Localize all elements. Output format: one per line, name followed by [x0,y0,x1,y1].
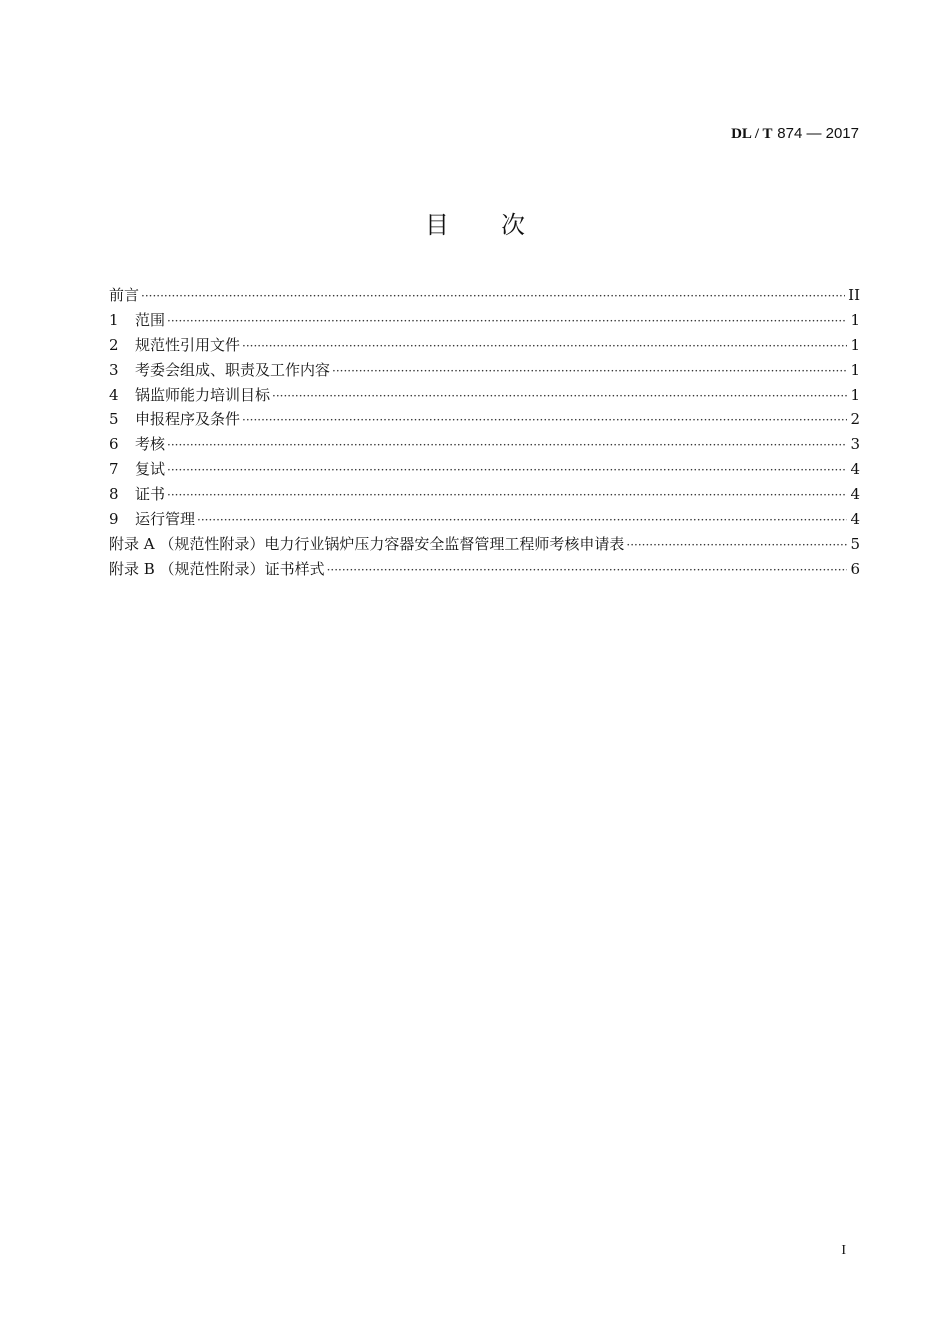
toc-entry-2[interactable] [109,333,860,358]
toc-entry-number: 4 [109,385,119,404]
toc-entry-page: 1 [850,360,860,379]
toc-entry-page: 5 [850,534,860,553]
toc-entry-5[interactable] [109,407,860,432]
toc-entry-number: 7 [109,460,119,479]
toc-leader [141,284,845,309]
toc-entry-4[interactable] [109,383,860,408]
toc-entry-title: 证书样式 [264,559,325,578]
toc-leader [626,533,847,558]
toc-appendix-prefix: 附录 A （规范性附录） [109,534,265,553]
toc-entry-page: 1 [850,310,860,329]
toc-entry-title: 证书 [135,485,166,504]
table-of-contents [109,283,860,582]
standard-number: 874 — 2017 [777,125,859,142]
toc-entry-page: 4 [850,510,860,529]
standard-prefix: DL / T [731,126,773,142]
toc-entry-title: 规范性引用文件 [135,335,241,354]
toc-entry-page: 6 [850,559,860,578]
toc-leader [332,359,847,384]
toc-entry-page: 1 [850,385,860,404]
toc-entry-title: 复试 [135,460,166,479]
toc-entry-page: 1 [850,335,860,354]
toc-entry-number: 2 [109,335,119,354]
toc-entry-appendix-b[interactable] [109,557,860,582]
toc-leader [167,458,847,483]
toc-entry-page: 2 [850,410,860,429]
toc-entry-foreword[interactable] [109,283,860,308]
toc-entry-6[interactable] [109,432,860,457]
toc-leader [272,384,847,409]
toc-entry-1[interactable] [109,308,860,333]
toc-entry-9[interactable] [109,507,860,532]
toc-entry-number: 1 [109,310,119,329]
toc-entry-title: 运行管理 [135,510,196,529]
toc-leader [327,558,848,583]
toc-leader [242,334,847,359]
toc-leader [167,309,847,334]
toc-leader [242,408,847,433]
toc-entry-page: 4 [850,460,860,479]
toc-entry-appendix-a[interactable] [109,532,860,557]
toc-entry-number: 9 [109,510,119,529]
toc-entry-title: 申报程序及条件 [135,410,241,429]
toc-entry-title: 范围 [135,310,166,329]
toc-entry-8[interactable] [109,482,860,507]
toc-entry-number: 5 [109,410,119,429]
page-number: I [841,1243,846,1258]
toc-entry-title: 考委会组成、职责及工作内容 [135,360,331,379]
toc-leader [167,483,847,508]
toc-leader [197,508,847,533]
title-char-1: 目 [425,211,449,239]
toc-entry-number: 6 [109,435,119,454]
title-char-2: 次 [501,211,525,239]
standard-code [731,124,859,143]
toc-entry-title: 考核 [135,435,166,454]
toc-entry-3[interactable] [109,358,860,383]
toc-entry-title: 前言 [109,286,140,304]
toc-entry-title: 电力行业锅炉压力容器安全监督管理工程师考核申请表 [264,534,625,553]
toc-leader [167,433,847,458]
toc-entry-page: 4 [850,485,860,504]
toc-entry-number: 3 [109,360,119,379]
toc-entry-page: 3 [850,435,860,454]
page-title [0,205,950,240]
toc-entry-page: II [848,286,860,304]
toc-appendix-prefix: 附录 B （规范性附录） [109,559,265,578]
toc-entry-7[interactable] [109,457,860,482]
toc-entry-title: 锅监师能力培训目标 [135,385,271,404]
toc-entry-number: 8 [109,485,119,504]
